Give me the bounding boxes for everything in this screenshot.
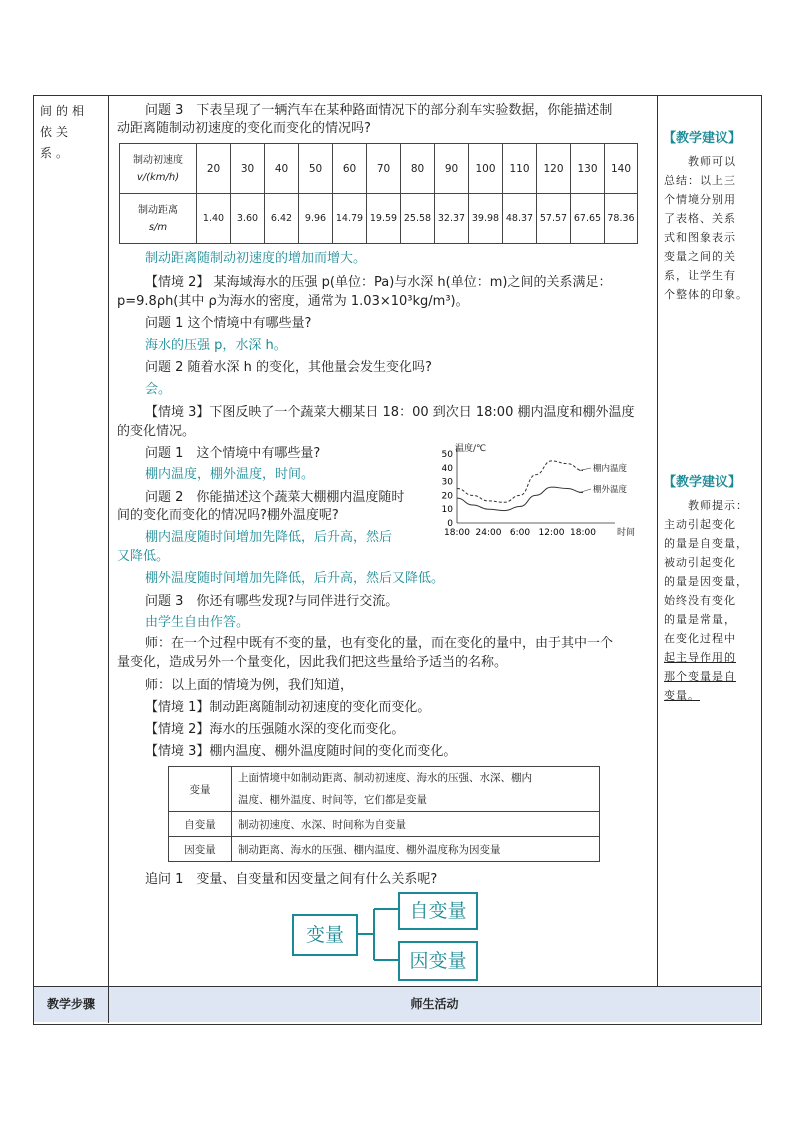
side-note2-line: 在变化过程中 xyxy=(664,632,736,645)
scenario2-question2: 问题 2 随着水深 h 的变化，其他量会发生变化吗? xyxy=(145,360,432,375)
footer-left-cell: 教学步骤 xyxy=(34,987,108,1022)
chart-ylabel: 温度/℃ xyxy=(455,444,487,454)
left-column-text: 间的相依关系。 xyxy=(40,104,89,160)
distance-cell: 25.58 xyxy=(401,194,435,244)
temperature-chart xyxy=(425,440,655,540)
scenario2-answer2: 会。 xyxy=(145,382,172,397)
scenario3-question2-line2: 间的变化而变化的情况吗?棚外温度呢? xyxy=(117,508,339,523)
side-note1-line: 变量之间的关 xyxy=(664,250,736,263)
side-note1-line: 了表格、关系 xyxy=(664,212,736,225)
side-note2-line: 教师提示： xyxy=(688,499,748,512)
scenario3-line2: 的变化情况。 xyxy=(117,424,196,439)
distance-cell: 57.57 xyxy=(537,194,571,244)
side-note1-title: 【教学建议】 xyxy=(663,131,742,146)
distance-cell: 78.36 xyxy=(605,194,638,244)
side-note1-line: 总结：以上三 xyxy=(664,174,736,187)
x-tick-label: 24:00 xyxy=(475,528,502,538)
legend-leader-line xyxy=(579,468,591,471)
variables-table xyxy=(168,766,600,862)
distance-cell: 14.79 xyxy=(333,194,367,244)
follow-up-question: 追问 1 变量、自变量和因变量之间有什么关系呢? xyxy=(145,872,438,887)
inner-temperature-line xyxy=(457,461,583,502)
brake-header-distance: 制动距离 xyxy=(138,204,178,216)
distance-cell: 6.42 xyxy=(265,194,299,244)
summary-scenario1: 【情境 1】制动距离随制动初速度的变化而变化。 xyxy=(145,700,431,715)
speed-cell: 120 xyxy=(537,144,571,194)
distance-cell: 48.37 xyxy=(503,194,537,244)
side-note2-title: 【教学建议】 xyxy=(663,475,742,490)
side-note2-line: 被动引起变化 xyxy=(664,556,736,569)
scenario3-answer1: 棚内温度，棚外温度，时间。 xyxy=(145,467,315,482)
brake-header-distance-unit: s/m xyxy=(148,221,168,233)
speed-cell: 60 xyxy=(333,144,367,194)
scenario3-answer3: 棚外温度随时间增加先降低，后升高，然后又降低。 xyxy=(145,571,445,586)
y-tick-label: 20 xyxy=(441,491,453,502)
vars-row3-label: 因变量 xyxy=(169,837,232,862)
side-note2-line: 那个变量是自 xyxy=(664,670,736,683)
side-note1-line: 个情境分别用 xyxy=(664,193,736,206)
side-note1-line: 系，让学生有 xyxy=(664,269,736,282)
vars-row2-label: 自变量 xyxy=(169,812,232,837)
scenario2-question1: 问题 1 这个情境中有哪些量? xyxy=(145,316,312,331)
distance-cell: 67.65 xyxy=(571,194,605,244)
side-note2-line: 的量是因变量， xyxy=(664,575,748,588)
side-note2-line: 的量是常量， xyxy=(664,613,736,626)
distance-cell: 3.60 xyxy=(231,194,265,244)
q3-line2: 动距离随制动初速度的变化而变化的情况吗? xyxy=(117,121,371,136)
outer-temperature-line xyxy=(457,487,583,510)
q3-line1: 问题 3 下表呈现了一辆汽车在某种路面情况下的部分刹车实验数据，你能描述制 xyxy=(145,103,613,118)
speed-cell: 80 xyxy=(401,144,435,194)
scenario3-answer2-line1: 棚内温度随时间增加先降低，后升高，然后 xyxy=(145,530,393,545)
side-note2-line: 的量是自变量， xyxy=(664,537,748,550)
vars-row1-text-line1: 上面情境中如制动距离、制动初速度、海水的压强、水深、棚内 xyxy=(238,772,532,784)
column-divider-right xyxy=(657,95,658,986)
speed-cell: 20 xyxy=(197,144,231,194)
distance-cell: 32.37 xyxy=(435,194,469,244)
vars-row1-text-line2: 温度、棚外温度、时间等，它们都是变量 xyxy=(238,794,427,806)
legend-leader-line xyxy=(579,489,591,493)
distance-cell: 19.59 xyxy=(367,194,401,244)
diagram-connector xyxy=(356,905,400,965)
x-tick-label: 18:00 xyxy=(444,528,470,538)
scenario3-line1: 【情境 3】下图反映了一个蔬菜大棚某日 18：00 到次日 18:00 棚内温度和棚外温度 xyxy=(145,405,635,420)
x-tick-label: 12:00 xyxy=(538,528,565,538)
scenario3-answer2-line2: 又降低。 xyxy=(117,549,170,564)
summary-scenario2: 【情境 2】海水的压强随水深的变化而变化。 xyxy=(145,722,405,737)
y-tick-label: 0 xyxy=(447,519,453,529)
y-tick-label: 30 xyxy=(441,477,453,488)
diagram-independent-variable: 自变量 xyxy=(398,892,478,930)
vars-row1-label: 变量 xyxy=(169,767,232,812)
scenario2-line1: 【情境 2】 某海域海水的压强 p(单位：Pa)与水深 h(单位：m)之间的关系满足： xyxy=(145,275,612,290)
speed-cell: 70 xyxy=(367,144,401,194)
speed-cell: 40 xyxy=(265,144,299,194)
scenario3-question1: 问题 1 这个情境中有哪些量? xyxy=(145,446,321,461)
side-note1-line: 个整体的印象。 xyxy=(664,288,748,301)
diagram-dependent-variable: 因变量 xyxy=(398,941,478,981)
side-note1-line: 教师可以 xyxy=(688,155,736,168)
column-divider-left xyxy=(108,95,109,1023)
scenario2-answer1: 海水的压强 p，水深 h。 xyxy=(145,338,287,353)
diagram-root-variable: 变量 xyxy=(292,914,358,956)
x-tick-label: 18:00 xyxy=(570,528,596,538)
speed-cell: 50 xyxy=(299,144,333,194)
speed-cell: 30 xyxy=(231,144,265,194)
vars-row3-text: 制动距离、海水的压强、棚内温度、棚外温度称为因变量 xyxy=(232,837,600,862)
summary-scenario3: 【情境 3】棚内温度、棚外温度随时间的变化而变化。 xyxy=(145,744,457,759)
y-tick-label: 50 xyxy=(441,450,453,460)
side-note2-body xyxy=(664,496,756,705)
side-note2-line: 始终没有变化 xyxy=(664,594,736,607)
scenario2-line2: p=9.8ρh(其中 ρ为海水的密度，通常为 1.03×10³kg/m³)。 xyxy=(117,294,469,309)
brake-header-speed: 制动初速度 xyxy=(133,154,183,166)
side-note2-line: 起主导作用的 xyxy=(664,651,736,664)
x-tick-label: 6:00 xyxy=(509,528,531,538)
y-tick-label: 10 xyxy=(441,505,453,516)
distance-cell: 9.96 xyxy=(299,194,333,244)
speed-cell: 100 xyxy=(469,144,503,194)
y-tick-label: 40 xyxy=(441,463,453,474)
brake-header-speed-unit: v/(km/h) xyxy=(136,171,180,183)
scenario3-question2-line1: 问题 2 你能描述这个蔬菜大棚棚内温度随时 xyxy=(145,490,405,505)
speed-cell: 90 xyxy=(435,144,469,194)
answer-brake: 制动距离随制动初速度的增加而增大。 xyxy=(145,251,367,266)
teacher-line2: 量变化，造成另外一个量变化，因此我们把这些量给予适当的名称。 xyxy=(117,655,508,670)
speed-cell: 110 xyxy=(503,144,537,194)
distance-cell: 1.40 xyxy=(197,194,231,244)
brake-data-table xyxy=(119,143,638,244)
scenario3-question3: 问题 3 你还有哪些发现?与同伴进行交流。 xyxy=(145,594,399,609)
side-note2-line: 变量。 xyxy=(664,689,700,702)
teacher-line1: 师：在一个过程中既有不变的量，也有变化的量，而在变化的量中，由于其中一个 xyxy=(145,636,614,651)
side-note1-line: 式和图象表示 xyxy=(664,231,736,244)
side-note2-line: 主动引起变化 xyxy=(664,518,736,531)
scenario3-answer4: 由学生自由作答。 xyxy=(145,615,250,630)
speed-cell: 140 xyxy=(605,144,638,194)
teacher-line3: 师：以上面的情境为例，我们知道， xyxy=(145,678,354,693)
legend-outer-label: 棚外温度 xyxy=(593,485,628,495)
side-note1-body xyxy=(664,152,756,304)
distance-cell: 39.98 xyxy=(469,194,503,244)
vars-row2-text: 制动初速度、水深、时间称为自变量 xyxy=(232,812,600,837)
legend-inner-label: 棚内温度 xyxy=(593,464,628,474)
chart-xlabel: 时间 xyxy=(617,528,636,538)
footer-right-cell: 师生活动 xyxy=(109,987,760,1022)
speed-cell: 130 xyxy=(571,144,605,194)
